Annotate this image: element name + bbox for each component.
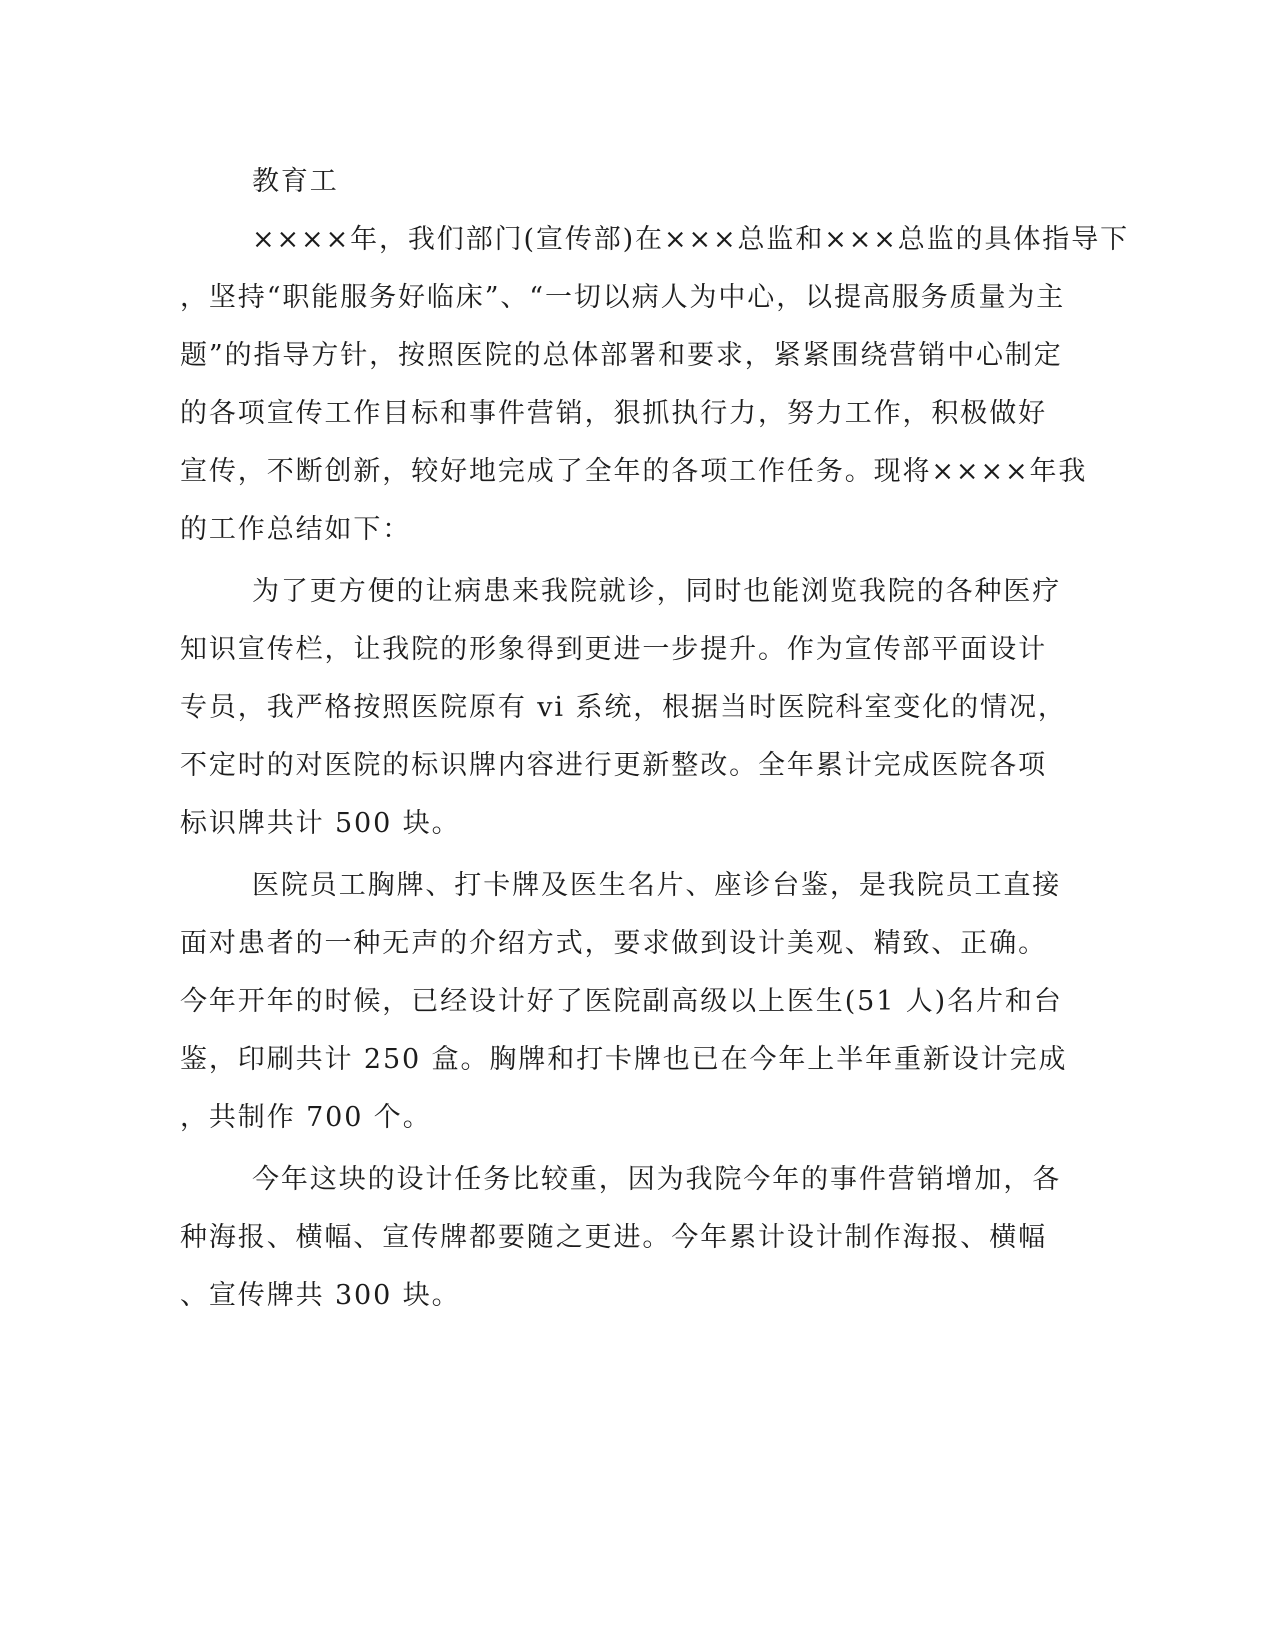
- text-line: ，共制作 700 个。: [180, 1102, 432, 1133]
- text-line: 鉴，印刷共计 250 盒。胸牌和打卡牌也已在今年上半年重新设计完成: [180, 1044, 1068, 1075]
- text-line: 标识牌共计 500 块。: [180, 808, 461, 839]
- text-line: ，坚持“职能服务好临床”、“一切以病人为中心，以提高服务质量为主: [180, 282, 1066, 313]
- text-line: 面对患者的一种无声的介绍方式，要求做到设计美观、精致、正确。: [180, 928, 1047, 959]
- text-line: 为了更方便的让病患来我院就诊，同时也能浏览我院的各种医疗: [252, 576, 1062, 607]
- text-line: 题”的指导方针，按照医院的总体部署和要求，紧紧围绕营销中心制定: [180, 340, 1063, 371]
- text-line: 今年开年的时候，已经设计好了医院副高级以上医生(51 人)名片和台: [180, 986, 1063, 1017]
- text-line: 的各项宣传工作目标和事件营销，狠抓执行力，努力工作，积极做好: [180, 398, 1047, 429]
- text-line: 医院员工胸牌、打卡牌及医生名片、座诊台鉴，是我院员工直接: [252, 870, 1062, 901]
- text-line: 、宣传牌共 300 块。: [180, 1280, 461, 1311]
- text-line: 宣传，不断创新，较好地完成了全年的各项工作任务。现将××××年我: [180, 456, 1088, 487]
- text-line: 的工作总结如下：: [180, 514, 412, 545]
- text-line: 专员，我严格按照医院原有 vi 系统，根据当时医院科室变化的情况，: [180, 692, 1067, 723]
- text-line: ××××年，我们部门(宣传部)在×××总监和×××总监的具体指导下: [252, 224, 1129, 255]
- text-line: 知识宣传栏，让我院的形象得到更进一步提升。作为宣传部平面设计: [180, 634, 1047, 665]
- text-line: 教育工: [252, 166, 339, 197]
- text-line: 不定时的对医院的标识牌内容进行更新整改。全年累计完成医院各项: [180, 750, 1047, 781]
- text-line: 今年这块的设计任务比较重，因为我院今年的事件营销增加，各: [252, 1164, 1062, 1195]
- text-line: 种海报、横幅、宣传牌都要随之更进。今年累计设计制作海报、横幅: [180, 1222, 1047, 1253]
